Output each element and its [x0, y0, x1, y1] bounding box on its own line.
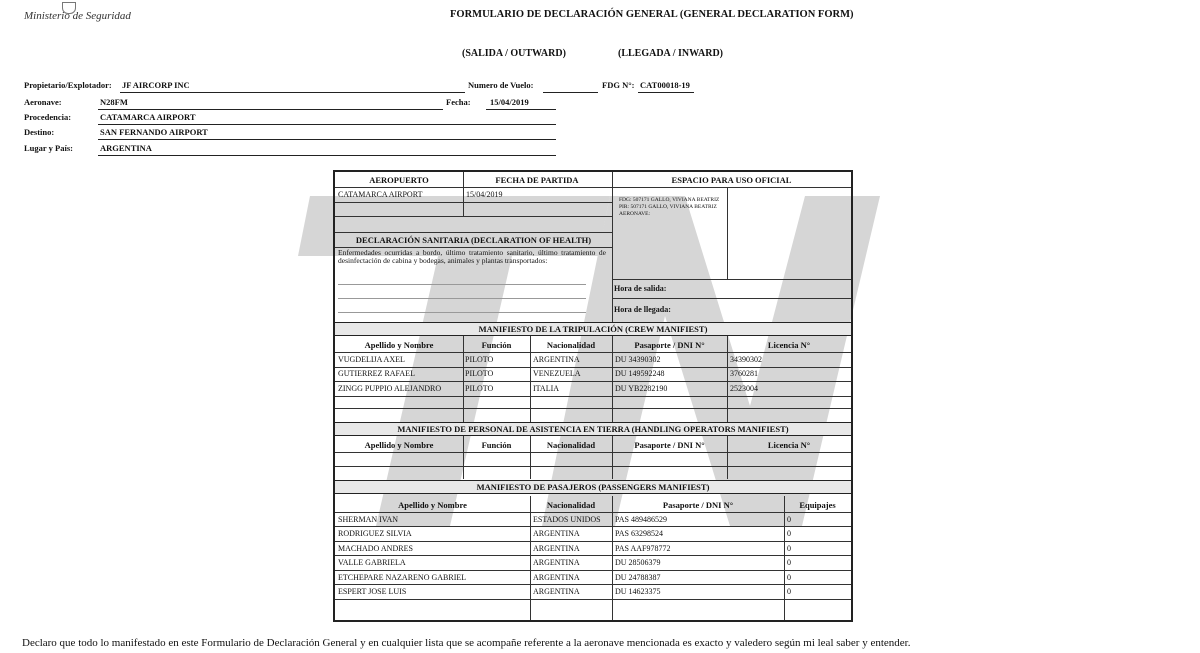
fecha-partida-value: 15/04/2019 — [466, 190, 503, 199]
divider — [335, 512, 851, 513]
destino-line — [98, 139, 556, 140]
emblem-icon — [62, 2, 76, 14]
destino-value: SAN FERNANDO AIRPORT — [100, 127, 208, 137]
passengers-title: MANIFIESTO DE PASAJEROS (PASSENGERS MANIFIEST) — [335, 480, 851, 494]
divider — [612, 279, 851, 280]
pax-nacionalidad: ARGENTINA — [533, 558, 580, 567]
divider — [463, 172, 464, 216]
numero-vuelo-label: Numero de Vuelo: — [468, 80, 534, 90]
crew-funcion: PILOTO — [465, 369, 494, 378]
divider — [335, 367, 851, 368]
procedencia-line — [98, 124, 556, 125]
pax-equipajes: 0 — [787, 529, 791, 538]
fecha-line — [486, 109, 556, 110]
propietario-line — [120, 92, 465, 93]
crew-nacionalidad: ITALIA — [533, 384, 560, 393]
crew-pasaporte: DU 149592248 — [615, 369, 665, 378]
blank-line — [338, 284, 586, 285]
pax-nacionalidad: ESTADOS UNIDOS — [533, 515, 601, 524]
crew-pasaporte: DU 34390302 — [615, 355, 661, 364]
divider — [335, 584, 851, 585]
pax-equipajes: 0 — [787, 544, 791, 553]
pax-nombre: VALLE GABRIELA — [338, 558, 406, 567]
pax-nacionalidad: ARGENTINA — [533, 587, 580, 596]
lugar-label: Lugar y País: — [24, 143, 73, 153]
crew-nombre: GUTIERREZ RAFAEL — [338, 369, 415, 378]
oficial-aeronave: AERONAVE: — [619, 211, 651, 217]
handling-title: MANIFIESTO DE PERSONAL DE ASISTENCIA EN TIERRA (HANDLING OPERATORS MANIFIEST) — [335, 422, 851, 436]
oficial-header: ESPACIO PARA USO OFICIAL — [671, 175, 792, 185]
divider — [612, 496, 613, 620]
pax-nombre: ESPERT JOSE LUIS — [338, 587, 407, 596]
divider — [335, 381, 851, 382]
divider — [335, 466, 851, 467]
pax-nombre: SHERMAN IVAN — [338, 515, 399, 524]
declaration-statement: Declaro que todo lo manifestado en este Formulario de Declaración General y en cualquier lista que se acompañe referente a la aeronave mencionada es exacto y valedero según mi leal saber y entender. — [22, 637, 911, 649]
handling-col-pasaporte: Pasaporte / DNI N° — [634, 440, 705, 450]
blank-line — [338, 312, 586, 313]
crew-funcion: PILOTO — [465, 384, 494, 393]
oficial-fdg: FDG: 507171 GALLO, VIVIANA BEATRIZ — [619, 197, 720, 203]
aeronave-label: Aeronave: — [24, 97, 62, 107]
handling-col-nacionalidad: Nacionalidad — [546, 440, 596, 450]
divider — [335, 452, 851, 453]
propietario-label: Propietario/Explotador: — [24, 80, 112, 90]
divider — [335, 570, 851, 571]
crew-title: MANIFIESTO DE LA TRIPULACIÓN (CREW MANIFIEST) — [335, 322, 851, 336]
fecha-value: 15/04/2019 — [490, 97, 529, 107]
pax-equipajes: 0 — [787, 515, 791, 524]
procedencia-label: Procedencia: — [24, 112, 72, 122]
pax-pasaporte: PAS AAF978772 — [615, 544, 671, 553]
aeropuerto-value: CATAMARCA AIRPORT — [338, 190, 423, 199]
pax-pasaporte: DU 14623375 — [615, 587, 661, 596]
crew-nombre: VUGDELIJA AXEL — [338, 355, 405, 364]
oficial-pir: PIR: 507171 GALLO, VIVIANA BEATRIZ — [619, 204, 717, 210]
handling-col-funcion: Función — [481, 440, 512, 450]
procedencia-value: CATAMARCA AIRPORT — [100, 112, 196, 122]
handling-col-licencia: Licencia N° — [767, 440, 811, 450]
sanitaria-text: Enfermedades ocurridas a bordo, último tratamiento sanitario, último tratamiento de desinfectación de cabina y bodegas, animales y plantas transportados: — [338, 248, 606, 265]
divider — [335, 216, 612, 217]
aeropuerto-header: AEROPUERTO — [369, 175, 429, 185]
crew-funcion: PILOTO — [465, 355, 494, 364]
pax-pasaporte: PAS 489486529 — [615, 515, 667, 524]
divider — [335, 396, 851, 397]
declaration-form — [333, 170, 853, 622]
pax-equipajes: 0 — [787, 587, 791, 596]
ministry-name: Ministerio de Seguridad — [24, 10, 131, 22]
crew-nacionalidad: VENEZUELA — [533, 369, 581, 378]
divider — [335, 599, 851, 600]
divider — [335, 526, 851, 527]
destino-label: Destino: — [24, 127, 55, 137]
divider — [335, 541, 851, 542]
pax-equipajes: 0 — [787, 573, 791, 582]
fdg-value: CAT00018-19 — [640, 80, 690, 90]
pax-nombre: MACHADO ANDRES — [338, 544, 413, 553]
divider — [463, 336, 464, 422]
divider — [612, 298, 851, 299]
pax-pasaporte: DU 24788387 — [615, 573, 661, 582]
pax-pasaporte: PAS 63298524 — [615, 529, 663, 538]
sanitaria-header: DECLARACIÓN SANITARIA (DECLARATION OF HEALTH) — [355, 235, 592, 245]
divider — [335, 352, 851, 353]
pax-col-pasaporte: Pasaporte / DNI N° — [662, 500, 734, 510]
divider — [727, 187, 728, 279]
numero-vuelo-line — [543, 92, 598, 93]
blank-line — [338, 298, 586, 299]
aeronave-value: N28FM — [100, 97, 128, 107]
pax-col-equipajes: Equipajes — [799, 500, 836, 510]
handling-col-nombre: Apellido y Nombre — [364, 440, 434, 450]
pax-nombre: RODRIGUEZ SILVIA — [338, 529, 412, 538]
divider — [335, 202, 612, 203]
lugar-line — [98, 155, 556, 156]
llegada-label: (LLEGADA / INWARD) — [618, 48, 724, 59]
crew-col-nacionalidad: Nacionalidad — [546, 340, 596, 350]
hora-salida-label: Hora de salida: — [614, 284, 667, 293]
crew-licencia: 3760281 — [730, 369, 758, 378]
divider — [335, 555, 851, 556]
fdg-label: FDG N°: — [602, 80, 635, 90]
propietario-value: JF AIRCORP INC — [122, 80, 190, 90]
divider — [335, 187, 851, 188]
pax-col-nombre: Apellido y Nombre — [398, 500, 467, 510]
salida-label: (SALIDA / OUTWARD) — [462, 48, 566, 59]
fecha-partida-header: FECHA DE PARTIDA — [495, 175, 579, 185]
crew-licencia: 34390302 — [730, 355, 762, 364]
lugar-value: ARGENTINA — [100, 143, 152, 153]
fecha-label: Fecha: — [446, 97, 471, 107]
divider — [612, 172, 613, 322]
pax-pasaporte: DU 28506379 — [615, 558, 661, 567]
fdg-line — [638, 92, 694, 93]
crew-pasaporte: DU YB2282190 — [615, 384, 668, 393]
divider — [727, 436, 728, 479]
pax-nombre: ETCHEPARE NAZARENO GABRIEL — [338, 573, 467, 582]
ministry-logo — [24, 10, 131, 22]
pax-nacionalidad: ARGENTINA — [533, 544, 580, 553]
aeronave-line — [98, 109, 443, 110]
divider — [612, 436, 613, 479]
crew-col-pasaporte: Pasaporte / DNI N° — [634, 340, 705, 350]
divider — [784, 496, 785, 620]
divider — [463, 436, 464, 479]
divider — [335, 232, 612, 233]
crew-col-nombre: Apellido y Nombre — [364, 340, 434, 350]
crew-licencia: 2523004 — [730, 384, 758, 393]
pax-col-nacionalidad: Nacionalidad — [546, 500, 596, 510]
divider — [530, 436, 531, 479]
divider — [335, 408, 851, 409]
pax-equipajes: 0 — [787, 558, 791, 567]
crew-nacionalidad: ARGENTINA — [533, 355, 580, 364]
hora-llegada-label: Hora de llegada: — [614, 305, 671, 314]
crew-nombre: ZINGG PUPPIO ALEJANDRO — [338, 384, 442, 393]
divider — [727, 336, 728, 422]
divider — [612, 336, 613, 422]
crew-col-licencia: Licencia N° — [767, 340, 811, 350]
crew-col-funcion: Función — [481, 340, 512, 350]
form-title: FORMULARIO DE DECLARACIÓN GENERAL (GENERAL DECLARATION FORM) — [450, 9, 854, 20]
pax-nacionalidad: ARGENTINA — [533, 573, 580, 582]
divider — [530, 496, 531, 620]
pax-nacionalidad: ARGENTINA — [533, 529, 580, 538]
divider — [530, 336, 531, 422]
